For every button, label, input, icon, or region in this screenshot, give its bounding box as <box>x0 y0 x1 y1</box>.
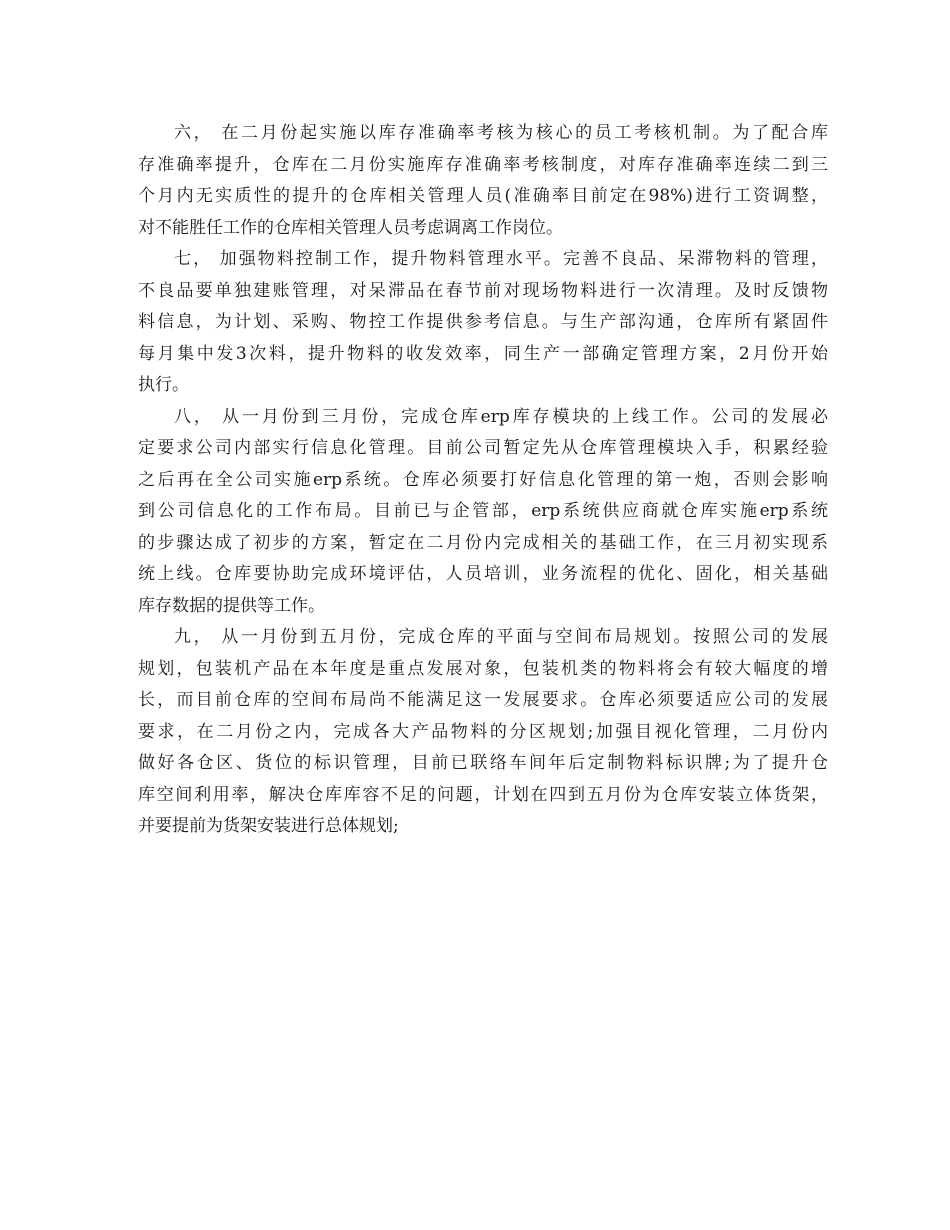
paragraph-1 <box>138 118 828 244</box>
text-line: 之后再在全公司实施erp系统。仓库必须要打好信息化管理的第一炮，否则会影响 <box>138 469 828 490</box>
text-line: 并要提前为货架安装进行总体规划; <box>138 816 399 836</box>
text-line: 料信息，为计划、采购、物控工作提供参考信息。与生产部沟通，仓库所有紧固件 <box>138 312 828 332</box>
text-line: 库空间利用率，解决仓库库容不足的问题，计划在四到五月份为仓库安装立体货架， <box>138 784 828 805</box>
text-line: 每月集中发3次料，提升物料的收发效率，同生产一部确定管理方案，2月份开始 <box>138 343 828 364</box>
text-line: 六， 在二月份起实施以库存准确率考核为核心的员工考核机制。为了配合库 <box>174 123 828 143</box>
text-line: 存准确率提升，仓库在二月份实施库存准确率考核制度，对库存准确率连续二到三 <box>138 154 828 175</box>
text-line: 统上线。仓库要协助完成环境评估，人员培训，业务流程的优化、固化，相关基础 <box>138 564 828 584</box>
text-line: 定要求公司内部实行信息化管理。目前公司暂定先从仓库管理模块入手，积累经验 <box>138 438 828 458</box>
text-line: 八， 从一月份到三月份，完成仓库erp库存模块的上线工作。公司的发展必 <box>174 406 828 427</box>
paragraph-3 <box>138 402 828 623</box>
text-line: 库存数据的提供等工作。 <box>138 595 325 616</box>
paragraph-2 <box>138 244 828 402</box>
document-body <box>138 118 828 843</box>
text-line: 要求，在二月份之内，完成各大产品物料的分区规划;加强目视化管理，二月份内 <box>138 721 828 742</box>
text-line: 的步骤达成了初步的方案，暂定在二月份内完成相关的基础工作，在三月初实现系 <box>138 532 828 553</box>
text-line: 执行。 <box>138 375 189 395</box>
text-line: 对不能胜任工作的仓库相关管理人员考虑调离工作岗位。 <box>138 217 563 238</box>
text-line: 做好各仓区、货位的标识管理，目前已联络车间年后定制物料标识牌;为了提升仓 <box>138 753 828 773</box>
text-line: 九， 从一月份到五月份，完成仓库的平面与空间布局规划。按照公司的发展 <box>174 627 828 647</box>
text-line: 七， 加强物料控制工作，提升物料管理水平。完善不良品、呆滞物料的管理， <box>174 249 828 269</box>
text-line: 规划，包装机产品在本年度是重点发展对象，包装机类的物料将会有较大幅度的增 <box>138 658 828 679</box>
text-line: 到公司信息化的工作布局。目前已与企管部，erp系统供应商就仓库实施erp系统 <box>138 501 828 521</box>
paragraph-4 <box>138 622 828 843</box>
text-line: 不良品要单独建账管理，对呆滞品在春节前对现场物料进行一次清理。及时反馈物 <box>138 280 828 301</box>
text-line: 个月内无实质性的提升的仓库相关管理人员(准确率目前定在98%)进行工资调整， <box>138 186 828 206</box>
text-line: 长，而目前仓库的空间布局尚不能满足这一发展要求。仓库必须要适应公司的发展 <box>138 690 828 710</box>
